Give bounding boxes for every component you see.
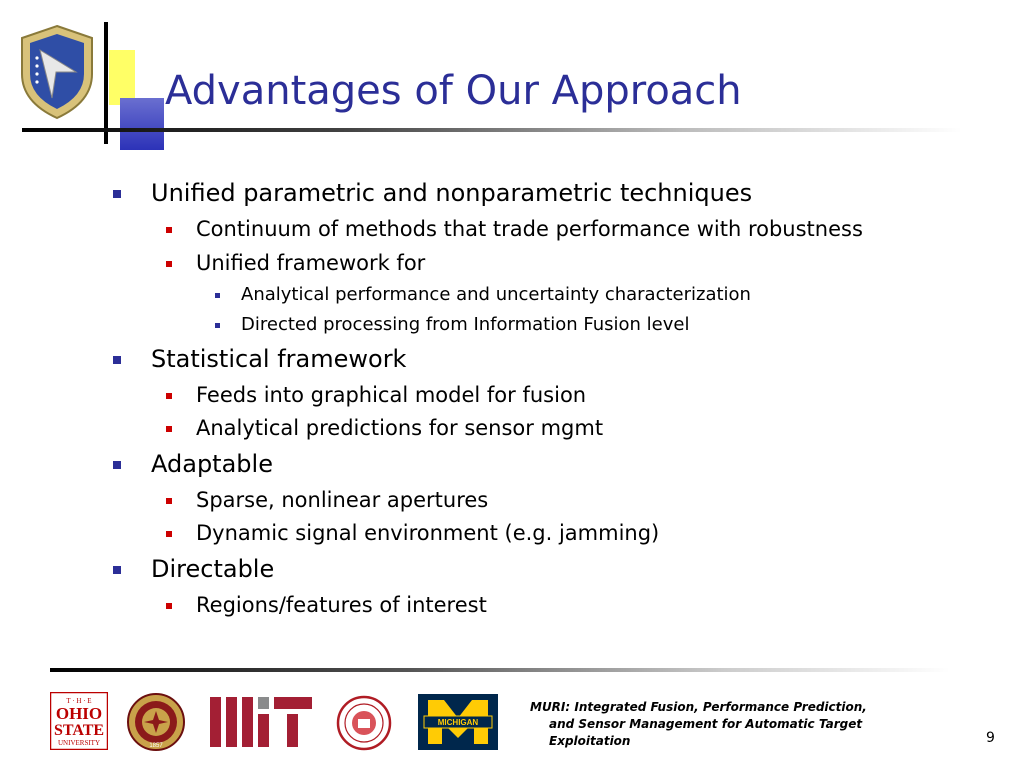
ohio-state-name3: UNIVERSITY — [58, 739, 100, 747]
list-item — [196, 383, 586, 407]
header-deco-blue — [120, 98, 164, 150]
list-item-text: Adaptable — [151, 450, 273, 478]
fsu-year-text: 1857 — [149, 743, 163, 749]
bullet-icon — [215, 293, 220, 298]
list-item — [196, 521, 659, 545]
list-item — [196, 217, 863, 241]
page-number: 9 — [986, 730, 995, 746]
list-item-text: Unified parametric and nonparametric techniques — [151, 179, 753, 207]
bullet-icon — [166, 603, 172, 609]
header-rule — [22, 128, 962, 132]
list-item-text: Dynamic signal environment (e.g. jamming) — [196, 521, 660, 545]
bullet-icon — [113, 461, 121, 469]
ohio-state-logo — [50, 692, 108, 750]
bullet-icon — [113, 566, 121, 574]
list-item-text: Statistical framework — [151, 345, 407, 373]
list-item — [151, 345, 406, 373]
list-item-text: Continuum of methods that trade performance with robustness — [196, 217, 863, 241]
header-deco-yellow — [109, 50, 135, 105]
bullet-icon — [166, 393, 172, 399]
list-item-text: Directed processing from Information Fusion level — [241, 314, 690, 335]
fsu-seal-logo — [126, 692, 186, 752]
michigan-banner-text: MICHIGAN — [437, 718, 479, 727]
footer-note-line: and Sensor Management for Automatic Target — [549, 717, 863, 731]
bullet-icon — [113, 356, 121, 364]
header-deco-vertical-line — [104, 22, 108, 144]
list-item — [241, 314, 689, 335]
list-item-text: Analytical performance and uncertainty characterization — [241, 284, 751, 305]
list-item — [151, 179, 752, 207]
list-item — [196, 593, 487, 617]
bullet-icon — [113, 190, 121, 198]
bullet-icon — [166, 261, 172, 267]
bullet-icon — [166, 227, 172, 233]
university-seal-logo — [336, 695, 392, 751]
list-item-text: Directable — [151, 555, 275, 583]
list-item-text: Feeds into graphical model for fusion — [196, 383, 587, 407]
bullet-icon — [166, 531, 172, 537]
afrl-seal-icon — [12, 22, 102, 122]
ohio-state-top-text: T · H · E — [66, 697, 92, 705]
list-item — [196, 251, 425, 275]
bullet-icon — [215, 323, 220, 328]
bullet-icon — [166, 498, 172, 504]
page-title: Advantages of Our Approach — [165, 68, 742, 114]
footer-note — [530, 699, 930, 750]
michigan-logo — [418, 694, 498, 750]
footer-note-line: Exploitation — [549, 734, 631, 748]
list-item — [196, 488, 488, 512]
list-item — [241, 284, 751, 305]
list-item — [151, 450, 273, 478]
ohio-state-name1: OHIO — [55, 704, 103, 723]
list-item-text: Regions/features of interest — [196, 593, 487, 617]
list-item — [151, 555, 274, 583]
footer-note-line: MURI: Integrated Fusion, Performance Prediction, — [530, 700, 867, 714]
bullet-icon — [166, 426, 172, 432]
list-item-text: Analytical predictions for sensor mgmt — [196, 416, 604, 440]
list-item-text: Unified framework for — [196, 251, 426, 275]
mit-logo — [210, 697, 312, 747]
ohio-state-name2: STATE — [53, 722, 105, 739]
list-item — [196, 416, 603, 440]
footer-rule — [50, 668, 950, 672]
list-item-text: Sparse, nonlinear apertures — [196, 488, 489, 512]
